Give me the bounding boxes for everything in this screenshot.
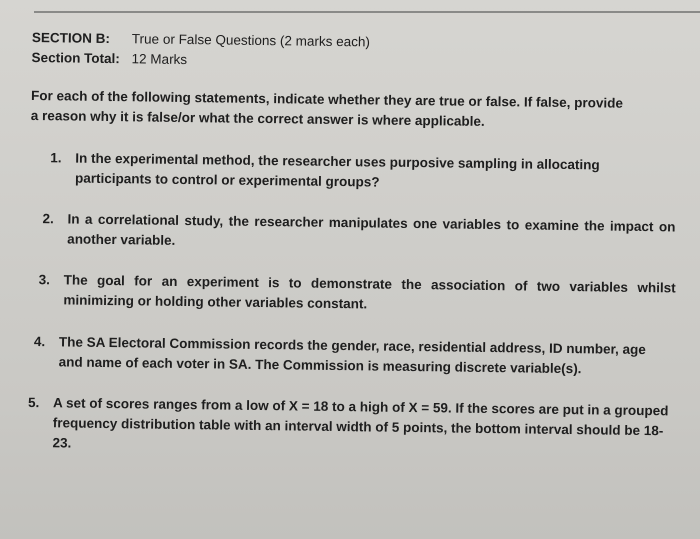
section-title: True or False Questions (2 marks each) <box>131 31 371 50</box>
question-number: 3. <box>38 272 51 288</box>
document-content <box>26 28 682 461</box>
question-item <box>50 149 675 197</box>
section-label: SECTION B: <box>31 29 110 47</box>
question-list <box>26 148 680 461</box>
question-text: In a correlational study, the researcher manipulates one variables to examine the impact on another variable. <box>67 211 676 248</box>
question-text: The goal for an experiment is to demonstrate the association of two variables whilst minimizing or holding other variables constant. <box>63 272 676 312</box>
question-text: The SA Electoral Commission records the gender, race, residential address, ID number, age and name of each voter in SA. The Commission is measuring discrete variable(s). <box>58 334 646 377</box>
question-item <box>42 209 676 257</box>
question-text: A set of scores ranges from a low of X = 18 to a high of X = 59. If the scores are put in a grouped frequency distribution table with an interval width of 5 points, the bottom interval should be 18-23. <box>52 395 669 451</box>
section-total-value: 12 Marks <box>131 51 188 68</box>
section-header <box>31 28 681 77</box>
section-total-label: Section Total: <box>31 49 120 67</box>
instructions: For each of the following statements, indicate whether they are true or false. If false, provide a reason why it is false/or what the correct answer is where applicable. <box>30 87 624 129</box>
question-text: In the experimental method, the researcher uses purposive sampling in allocating participants to control or experimental groups? <box>74 150 600 190</box>
top-divider <box>34 11 700 13</box>
question-item <box>33 332 670 380</box>
question-number: 1. <box>50 150 62 166</box>
question-number: 4. <box>33 334 46 350</box>
question-item <box>27 393 673 461</box>
question-item <box>38 270 676 318</box>
question-number: 5. <box>27 394 40 411</box>
question-number: 2. <box>42 211 54 227</box>
